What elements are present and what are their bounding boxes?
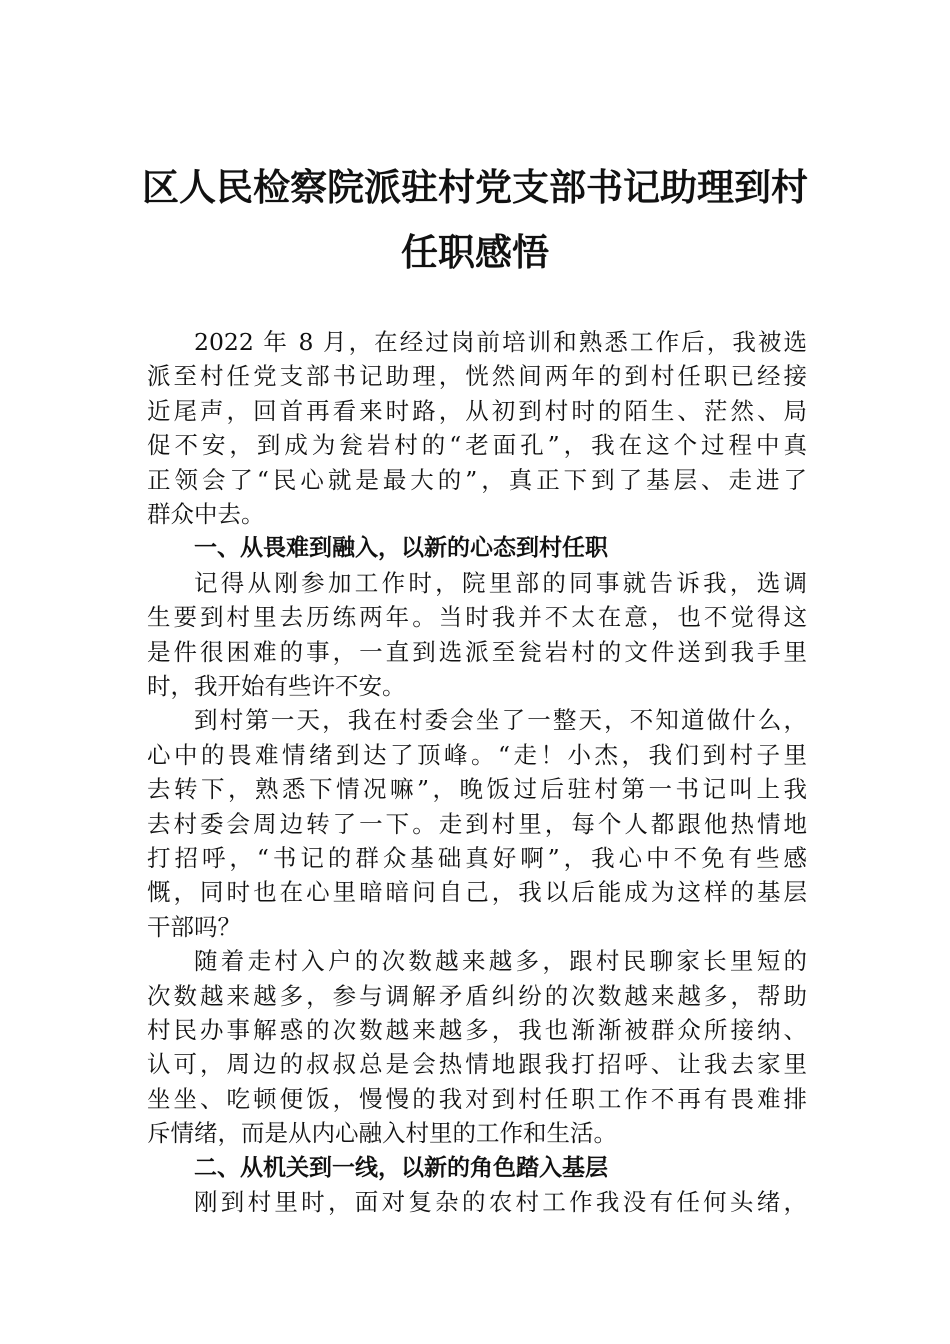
section-heading: 一、从畏难到融入，以新的心态到村任职 bbox=[194, 535, 608, 562]
document-title-line-2: 任职感悟 bbox=[401, 230, 549, 274]
paragraph-line: 坐坐、吃顿便饭，慢慢的我对到村任职工作不再有畏难排 bbox=[147, 1084, 807, 1113]
paragraph-line: 生要到村里去历练两年。当时我并不太在意，也不觉得这 bbox=[147, 603, 807, 632]
paragraph-line: 派至村任党支部书记助理，恍然间两年的到村任职已经接 bbox=[147, 362, 807, 391]
paragraph-first-line: 到村第一天，我在村委会坐了一整天，不知道做什么， bbox=[194, 706, 807, 735]
paragraph-first-line: 2022 年 8 月，在经过岗前培训和熟悉工作后，我被选 bbox=[194, 328, 807, 356]
paragraph-line: 群众中去。 bbox=[147, 500, 265, 528]
paragraph-line: 去转下，熟悉下情况嘛”，晚饭过后驻村第一书记叫上我 bbox=[147, 775, 807, 804]
paragraph-line: 打招呼，“书记的群众基础真好啊”，我心中不免有些感 bbox=[147, 844, 807, 872]
paragraph-first-line: 随着走村入户的次数越来越多，跟村民聊家长里短的 bbox=[194, 947, 807, 976]
paragraph-line: 慨，同时也在心里暗暗问自己，我以后能成为这样的基层 bbox=[147, 878, 807, 907]
document-title-line-1: 区人民检察院派驻村党支部书记助理到村 bbox=[142, 165, 808, 209]
paragraph-line: 正领会了“民心就是最大的”，真正下到了基层、走进了 bbox=[147, 465, 807, 494]
paragraph-first-line: 刚到村里时，面对复杂的农村工作我没有任何头绪， bbox=[194, 1188, 807, 1216]
paragraph-line: 心中的畏难情绪到达了顶峰。“走！小杰，我们到村子里 bbox=[147, 740, 807, 769]
paragraph-line: 是件很困难的事，一直到选派至瓮岩村的文件送到我手里 bbox=[147, 637, 807, 666]
paragraph-line: 时，我开始有些许不安。 bbox=[147, 672, 406, 700]
paragraph-first-line: 记得从刚参加工作时，院里部的同事就告诉我，选调 bbox=[194, 568, 807, 597]
paragraph-line: 促不安，到成为瓮岩村的“老面孔”，我在这个过程中真 bbox=[147, 431, 807, 460]
paragraph-line: 近尾声，回首再看来时路，从初到村时的陌生、茫然、局 bbox=[147, 396, 807, 425]
paragraph-line: 斥情绪，而是从内心融入村里的工作和生活。 bbox=[147, 1119, 617, 1148]
paragraph-line: 次数越来越多，参与调解矛盾纠纷的次数越来越多，帮助 bbox=[147, 981, 807, 1010]
section-heading: 二、从机关到一线，以新的角色踏入基层 bbox=[194, 1154, 608, 1181]
paragraph-line: 干部吗？ bbox=[147, 912, 241, 941]
paragraph-line: 认可，周边的叔叔总是会热情地跟我打招呼、让我去家里 bbox=[147, 1050, 807, 1079]
paragraph-line: 村民办事解惑的次数越来越多，我也渐渐被群众所接纳、 bbox=[147, 1016, 807, 1044]
paragraph-line: 去村委会周边转了一下。走到村里，每个人都跟他热情地 bbox=[147, 809, 807, 838]
